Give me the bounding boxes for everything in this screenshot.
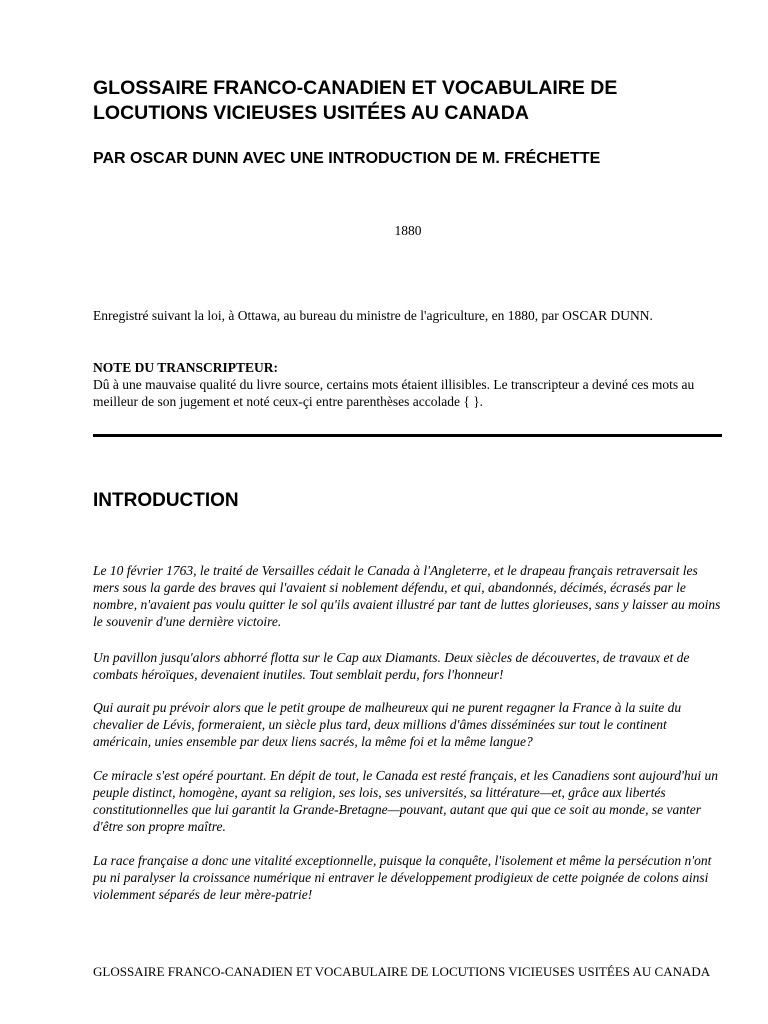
introduction-paragraph: La race française a donc une vitalité exceptionnelle, puisque la conquête, l'isolement et même la persécution n'ont pu ni paralyser la croissance numérique ni entraver le développement prodigieux de cette poignée de colons ainsi violemment séparés de leur mère-patrie! — [93, 853, 712, 902]
copyright-notice: Enregistré suivant la loi, à Ottawa, au bureau du ministre de l'agriculture, en 1880, par OSCAR DUNN. — [93, 308, 653, 323]
introduction-paragraph: Le 10 février 1763, le traité de Versailles cédait le Canada à l'Angleterre, et le drapeau français retraversait les mers sous la garde des braves qui l'avaient si noblement défendu, et qui, abandonnés, décimés, écrasés par le nombre, n'avaient pas voulu quitter le sol qu'ils avaient illustré par tant de luttes glorieuses, sans y laisser au moins le souvenir d'une dernière victoire. — [93, 563, 721, 629]
document-page — [93, 0, 723, 1024]
running-footer-title: GLOSSAIRE FRANCO-CANADIEN ET VOCABULAIRE DE LOCUTIONS VICIEUSES USITÉES AU CANADA — [93, 964, 711, 979]
document-title: GLOSSAIRE FRANCO-CANADIEN ET VOCABULAIRE DE LOCUTIONS VICIEUSES USITÉES AU CANADA — [93, 77, 618, 124]
transcriber-note-heading: NOTE DU TRANSCRIPTEUR: — [93, 360, 279, 375]
introduction-paragraph: Un pavillon jusqu'alors abhorré flotta sur le Cap aux Diamants. Deux siècles de découvertes, de travaux et de combats héroïques, devenaient inutiles. Tout semblait perdu, fors l'honneur! — [93, 650, 690, 682]
introduction-paragraph: Ce miracle s'est opéré pourtant. En dépit de tout, le Canada est resté français, et les Canadiens sont aujourd'hui un peuple distinct, homogène, ayant sa religion, ses lois, ses universités, sa littérature—et, grâce aux libertés constitutionnelles que lui garantit la Grande-Bretagne—pouvant, autant que qui que ce soit au monde, se vanter d'être son propre maître. — [93, 768, 718, 834]
introduction-heading: INTRODUCTION — [93, 490, 239, 511]
section-divider — [93, 434, 722, 437]
transcriber-note — [93, 359, 723, 410]
transcriber-note-body: Dû à une mauvaise qualité du livre source, certains mots étaient illisibles. Le transcripteur a deviné ces mots au meilleur de son jugement et noté ceux-çi entre parenthèses accolade { }. — [93, 377, 695, 409]
introduction-paragraph: Qui aurait pu prévoir alors que le petit groupe de malheureux qui ne purent regagner la France à la suite du chevalier de Lévis, formeraient, un siècle plus tard, deux millions d'âmes disséminées sur tout le continent américain, unies ensemble par deux liens sacrés, la même foi et la même langue? — [93, 700, 682, 749]
publication-year: 1880 — [394, 223, 422, 238]
document-subtitle: PAR OSCAR DUNN AVEC UNE INTRODUCTION DE M. FRÉCHETTE — [93, 150, 601, 167]
